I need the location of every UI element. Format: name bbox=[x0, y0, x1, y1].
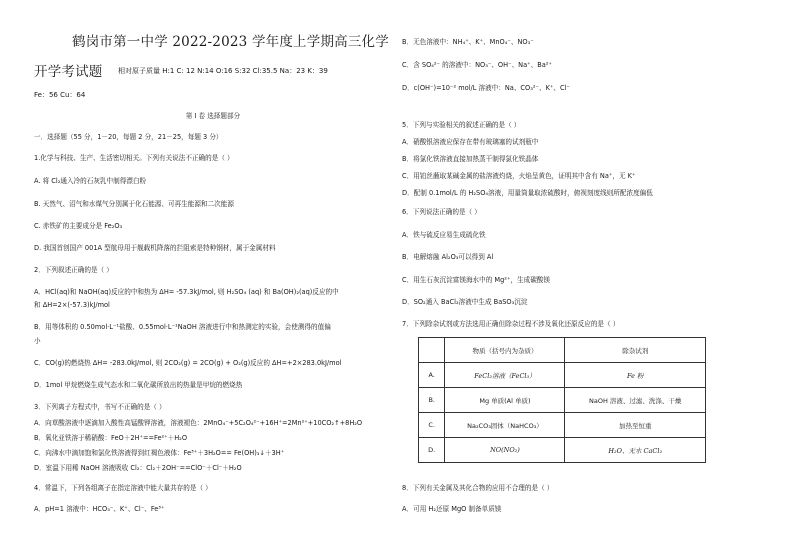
q3-option-a: A．向草酸溶液中逐滴加入酸性高锰酸钾溶液，溶液褪色：2MnO₄⁻+5C₂O₄²⁻+16H⁺=2Mn²⁺+10CO₂↑+8H₂O bbox=[34, 419, 363, 427]
q6-option-c: C．用生石灰沉淀富镁海水中的 Mg²⁺，生成碳酸镁 bbox=[402, 276, 550, 284]
table-row bbox=[419, 388, 706, 413]
q5-option-a: A．硝酸银溶液应保存在带有玻璃塞的试剂瓶中 bbox=[402, 138, 539, 146]
table-cell: Mg 单质(Al 单质) bbox=[445, 388, 565, 413]
q4-option-d: D．c(OH⁻)=10⁻² mol/L 溶液中：Na、CO₃²⁻、K⁺、Cl⁻ bbox=[402, 84, 570, 92]
q6-stem: 6．下列说法正确的是（ ） bbox=[402, 208, 481, 216]
section-intro: 一．选择题（55 分，1－20，每题 2 分，21－25，每题 3 分） bbox=[34, 133, 223, 141]
q6-option-a: A．铁与硫反应易生成硫化铁 bbox=[402, 231, 486, 239]
q2-option-a: A．HCl(aq)和 NaOH(aq)反应的中和热为 ΔH= -57.3kJ/mol, 则 H₂SO₄ (aq) 和 Ba(OH)₂(aq)反应的中 bbox=[34, 288, 339, 296]
q2-option-b: B．用等体积的 0.50mol·L⁻¹盐酸、0.55mol·L⁻¹NaOH 溶液进行中和热测定的实验，会使测得的值偏 bbox=[34, 323, 331, 331]
q8-stem: 8．下列有关金属及其化合物的应用不合理的是（ ） bbox=[402, 484, 554, 492]
table-cell: 加热至恒重 bbox=[565, 413, 706, 438]
q4-option-a: A．pH=1 溶液中：HCO₃⁻、K⁺、Cl⁻、Fe³⁺ bbox=[34, 505, 165, 513]
table-cell: D. bbox=[419, 438, 445, 463]
q5-option-c: C．用铂丝蘸取某碱金属的盐溶液灼烧，火焰呈黄色，证明其中含有 Na⁺，无 K⁺ bbox=[402, 172, 636, 180]
q1-stem: 1.化学与科技、生产、生活密切相关。下列有关说法不正确的是（ ） bbox=[34, 154, 234, 162]
table-row bbox=[419, 363, 706, 388]
q2-stem: 2．下列叙述正确的是（ ） bbox=[34, 266, 113, 274]
table-header-cell bbox=[419, 338, 445, 363]
table-header-cell: 物质（括号内为杂质） bbox=[445, 338, 565, 363]
q3-option-c: C．向沸水中滴加饱和氯化铁溶液得到红褐色液体：Fe³⁺＋3H₂O== Fe(OH)₃↓＋3H⁺ bbox=[34, 449, 285, 457]
table-header-row bbox=[419, 338, 706, 363]
q4-option-c: C．含 SO₄²⁻ 的溶液中：NO₃⁻、OH⁻、Na⁺、Ba²⁺ bbox=[402, 61, 552, 69]
table-header-cell: 除杂试剂 bbox=[565, 338, 706, 363]
table-cell: Fe 粉 bbox=[565, 363, 706, 388]
exam-title-continued: 开学考试题 bbox=[34, 64, 103, 80]
q1-option-a: A. 将 Cl₂通入冷的石灰乳中制得漂白粉 bbox=[34, 177, 147, 185]
q3-stem: 3．下列离子方程式中，书写不正确的是（ ） bbox=[34, 403, 166, 411]
q4-option-b: B．无色溶液中：NH₄⁺、K⁺、MnO₄⁻、NO₃⁻ bbox=[402, 38, 534, 46]
q2-option-a-cont: 和 ΔH=2×(-57.3)kJ/mol bbox=[34, 301, 110, 309]
exam-title: 鹤岗市第一中学 2022-2023 学年度上学期高三化学 bbox=[72, 34, 389, 50]
table-row bbox=[419, 413, 706, 438]
q8-option-a: A．可用 H₂还原 MgO 制备单质镁 bbox=[402, 505, 502, 513]
q2-option-d: D．1mol 甲烷燃烧生成气态水和二氧化碳所放出的热量是甲烷的燃烧热 bbox=[34, 381, 243, 389]
q3-option-d: D．室温下用稀 NaOH 溶液吸收 Cl₂：Cl₂＋2OH⁻==ClO⁻＋Cl⁻＋H₂O bbox=[34, 464, 242, 472]
q1-option-d: D. 我国首创国产 001A 型航母用于舰载机降落的拦阻索是特种钢材，属于金属材料 bbox=[34, 244, 276, 252]
q2-option-b-cont: 小 bbox=[34, 337, 41, 345]
q5-option-b: B．将氯化铁溶液直接加热蒸干制得氯化铁晶体 bbox=[402, 155, 539, 163]
table-row bbox=[419, 438, 706, 463]
table-cell: B. bbox=[419, 388, 445, 413]
section-heading: 第 I 卷 选择题部分 bbox=[185, 112, 241, 120]
table-cell: H₂O、无水 CaCl₂ bbox=[565, 438, 706, 463]
q2-option-c: C．CO(g)的燃烧热 ΔH= -283.0kJ/mol, 则 2CO₂(g) = 2CO(g) + O₂(g)反应的 ΔH=+2×283.0kJ/mol bbox=[34, 359, 342, 367]
table-cell: NO(NO₂) bbox=[445, 438, 565, 463]
atomic-masses-continued: Fe：56 Cu：64 bbox=[34, 91, 86, 99]
q7-table bbox=[418, 337, 706, 463]
q5-option-d: D．配制 0.1mol/L 的 H₂SO₄溶液，用量筒量取浓硫酸时，俯视刻度线则所配浓度偏低 bbox=[402, 189, 653, 197]
q4-stem: 4．常温下，下列各组离子在指定溶液中能大量共存的是（ ） bbox=[34, 484, 212, 492]
table-cell: NaOH 溶液、过滤、洗涤、干燥 bbox=[565, 388, 706, 413]
q5-stem: 5．下列与实验相关的叙述正确的是（ ） bbox=[402, 121, 521, 129]
table-cell: C. bbox=[419, 413, 445, 438]
table-cell: A. bbox=[419, 363, 445, 388]
q6-option-d: D．SO₂通入 BaCl₂溶液中生成 BaSO₃沉淀 bbox=[402, 298, 528, 306]
atomic-masses: 相对原子质量 H:1 C: 12 N:14 O:16 S:32 Cl:35.5 Na：23 K：39 bbox=[118, 67, 328, 75]
q6-option-b: B．电解熔融 Al₂O₃可以得到 Al bbox=[402, 253, 494, 261]
table-cell: Na₂CO₃固体（NaHCO₃） bbox=[445, 413, 565, 438]
table-cell: FeCl₂溶液（FeCl₃） bbox=[445, 363, 565, 388]
q1-option-c: C. 赤铁矿的主要成分是 Fe₂O₃ bbox=[34, 222, 123, 230]
q1-option-b: B. 天然气、沼气和水煤气分别属于化石能源、可再生能源和二次能源 bbox=[34, 200, 234, 208]
q7-stem: 7．下列除杂试剂或方法选用正确但除杂过程不涉及氧化还原反应的是（ ） bbox=[402, 320, 620, 328]
q3-option-b: B．氧化亚铁溶于稀硝酸：FeO＋2H⁺==Fe²⁺＋H₂O bbox=[34, 434, 188, 442]
